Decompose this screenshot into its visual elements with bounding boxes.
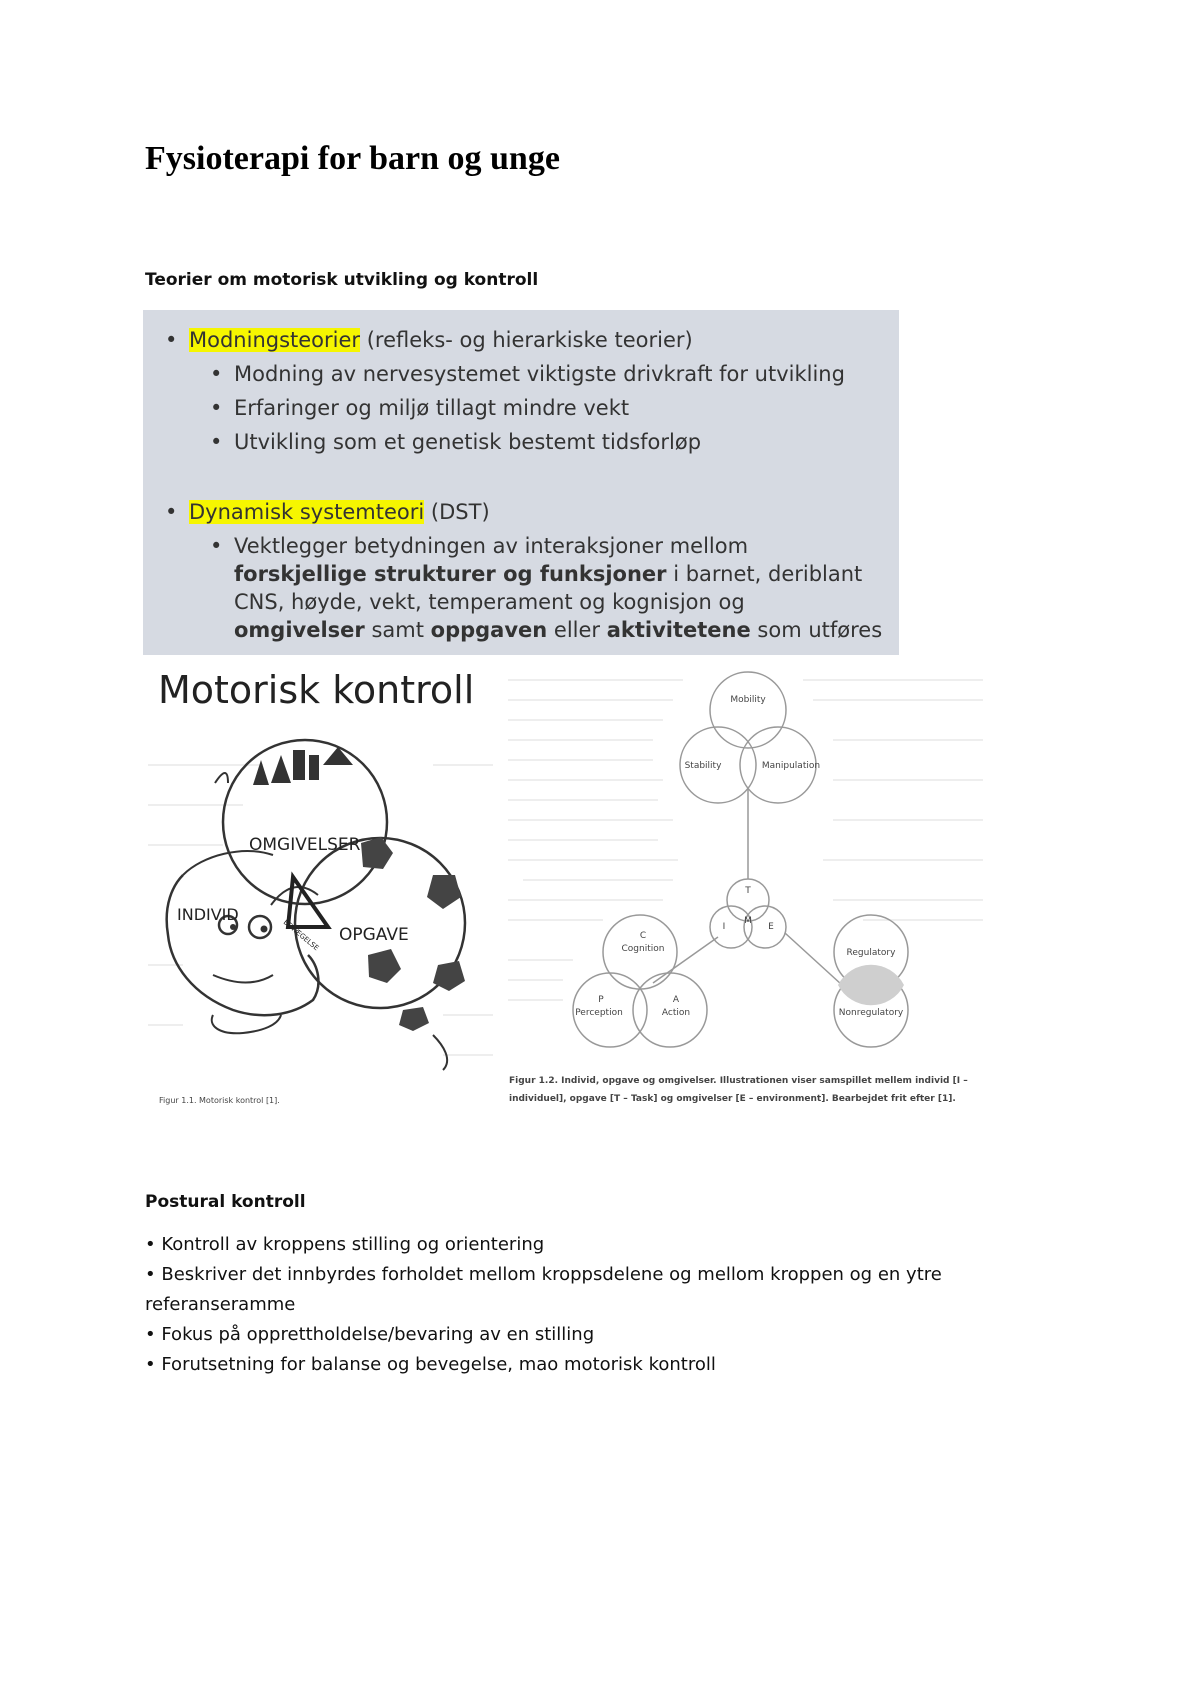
- section-heading-theories: Teorier om motorisk utvikling og kontroll: [145, 270, 539, 290]
- bullet: •: [210, 362, 223, 386]
- label-m: M: [744, 916, 752, 926]
- dst-subpoint: [143, 532, 899, 560]
- list-item: • Fokus på opprettholdelse/bevaring av en stilling: [145, 1324, 595, 1345]
- slide-theories: [143, 310, 899, 655]
- label-manipulation: Manipulation: [761, 761, 821, 771]
- subpoint: [143, 394, 899, 422]
- theory-dst-desc: (DST): [424, 500, 490, 524]
- figure-motor-control: [143, 665, 991, 1105]
- label-a: A: [672, 995, 680, 1005]
- bullet: •: [165, 500, 178, 524]
- document-title: Fysioterapi for barn og unge: [145, 140, 560, 177]
- bullet: •: [210, 430, 223, 454]
- dst-line-4: [143, 616, 899, 644]
- caption-figure-1-1: Figur 1.1. Motorisk kontrol [1].: [159, 1096, 280, 1105]
- label-e: E: [768, 922, 774, 932]
- text: eller: [547, 618, 607, 642]
- text: som utføres: [750, 618, 883, 642]
- bold-oppgaven: oppgaven: [430, 618, 548, 642]
- theory-maturation: [143, 326, 899, 354]
- label-nonregulatory: Nonregulatory: [838, 1008, 904, 1018]
- bullet: •: [210, 534, 223, 558]
- figure-right-diagram: [503, 665, 991, 1105]
- label-mobility: Mobility: [730, 695, 766, 705]
- subpoint-text: Erfaringer og miljø tillagt mindre vekt: [234, 396, 630, 420]
- text: i barnet, deriblant: [666, 562, 863, 586]
- list-item: referanseramme: [145, 1294, 296, 1315]
- theory-maturation-desc: (refleks- og hierarkiske teorier): [360, 328, 693, 352]
- figure-heading: Motorisk kontroll: [158, 668, 475, 712]
- dst-line-3: [143, 588, 899, 616]
- label-individ: INDIVID: [177, 905, 239, 924]
- figure-left-illustration: [143, 665, 498, 1105]
- postural-bullet-list: [145, 1230, 1045, 1380]
- section-heading-postural: Postural kontroll: [145, 1192, 306, 1212]
- bold-structures: forskjellige strukturer og funksjoner: [234, 562, 667, 586]
- dst-line-2: [143, 560, 899, 588]
- dst-line-1: Vektlegger betydningen av interaksjoner mellom: [234, 534, 749, 558]
- subpoint: [143, 360, 899, 388]
- label-p: P: [598, 995, 604, 1005]
- caption-figure-1-2-line2: individuel], opgave [T – Task] og omgivelser [E – environment]. Bearbejdet frit efter [1].: [509, 1094, 956, 1104]
- theory-dst: [143, 498, 899, 526]
- label-i: I: [722, 922, 726, 932]
- text: samt: [364, 618, 431, 642]
- label-c: C: [639, 931, 647, 941]
- highlight-maturation: Modningsteorier: [189, 328, 361, 352]
- text: CNS, høyde, vekt, temperament og kognisjon og: [234, 590, 745, 614]
- venn-child-illustration: [143, 665, 498, 1105]
- bullet: •: [210, 396, 223, 420]
- subpoint: [143, 428, 899, 456]
- label-omgivelser: OMGIVELSER: [249, 835, 361, 855]
- subpoint-text: Modning av nervesystemet viktigste drivkraft for utvikling: [234, 362, 845, 386]
- label-regulatory: Regulatory: [846, 948, 896, 958]
- caption-figure-1-2-line1: Figur 1.2. Individ, opgave og omgivelser. Illustrationen viser samspillet mellem individ [I –: [509, 1076, 968, 1086]
- label-perception: Perception: [575, 1008, 623, 1018]
- bold-omgivelser: omgivelser: [234, 618, 365, 642]
- label-opgave: OPGAVE: [339, 925, 409, 945]
- label-action: Action: [661, 1008, 691, 1018]
- list-item: • Beskriver det innbyrdes forholdet mellom kroppsdelene og mellom kroppen og en ytre: [145, 1264, 942, 1285]
- bold-aktivitetene: aktivitetene: [606, 618, 751, 642]
- ime-venn-diagram: [503, 665, 991, 1105]
- subpoint-text: Utvikling som et genetisk bestemt tidsforløp: [234, 430, 702, 454]
- label-cognition: Cognition: [621, 944, 665, 954]
- highlight-dst: Dynamisk systemteori: [189, 500, 425, 524]
- bullet: •: [165, 328, 178, 352]
- list-item: • Kontroll av kroppens stilling og orientering: [145, 1234, 545, 1255]
- label-t: T: [745, 886, 751, 896]
- label-bevaegelse: BEVÆGELSE: [281, 918, 321, 953]
- label-stability: Stability: [684, 761, 722, 771]
- list-item: • Forutsetning for balanse og bevegelse, mao motorisk kontroll: [145, 1354, 716, 1375]
